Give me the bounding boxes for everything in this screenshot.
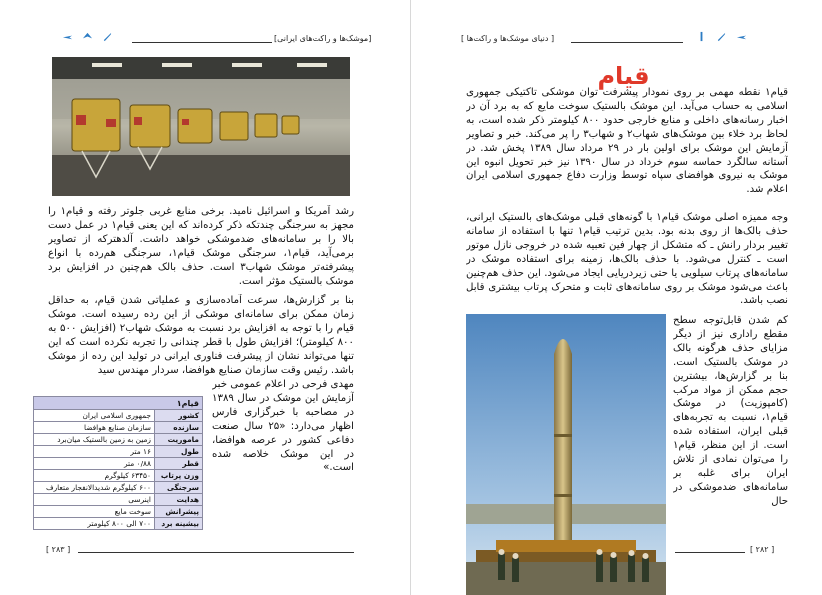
spec-key: سرجنگی [155,482,203,494]
missile-icon [696,31,707,42]
spec-row [34,422,203,434]
header-emblems [62,31,113,42]
spec-row [34,506,203,518]
spec-value: اینرسی [34,494,155,506]
spec-row [34,482,203,494]
spec-value: ۷۰۰ الی ۸۰۰ کیلومتر [34,518,155,530]
spec-row [34,410,203,422]
spec-key: بیشینه برد [155,518,203,530]
article-title: قیام [597,62,650,90]
right-paragraph-1: قیام۱ نقطه مهمی بر روی نمودار پیشرفت توان موشکی تاکتیکی جمهوری اسلامی به حساب می‌آید. این موشک بالستیک سوخت مایع که به برد آن در اخبار رسانه‌های داخلی و منابع خارجی حدود ۸۰۰ کیلومتر ذکر شده است، به لحاظ برد خلاء بین موشک‌های شهاب۲ و شهاب۳ را پر می‌کند. خبر و تصاویر آزمایش این موشک برای اولین بار در ۲۹ مرداد سال ۱۳۸۹ پخش شد. در آستانه سالگرد حماسه سوم خرداد در سال ۱۳۹۰ نیز خبر تحویل انبوه این موشک به نیروی هوافضای سپاه توسط وزارت دفاع جمهوری اسلامی ایران اعلام شد. [466,87,788,196]
jet-icon [62,31,73,42]
spec-key: پیشرانش [155,506,203,518]
left-paragraph-1: رشد آمریکا و اسرائیل نامید. برخی منابع غربی جلوتر رفته و قیام۱ را مجهز به سرجنگی چندتکه ذکر کرده‌اند که این یعنی قیام۱ در عمل دست بالا را بر سامانه‌های ضدموشکی خواهد داشت. آلدهترکه از تصاویر برمی‌آید، قیام۱، سرجنگی موشک قیام۱، سرجنگی هم‌رده با انواع پیشرفته‌تر موشک شهاب۳ است. حذف بالک هم‌چنین در افزایش برد موشک بالستیک مؤثر است. [48,206,354,287]
spec-row [34,434,203,446]
spec-table-header [34,397,203,410]
left-paragraph-3: مهدی فرحی در اعلام عمومی خبر آزمایش این موشک در سال ۱۳۸۹ در مصاحبه با خبرگزاری فارس اظهار می‌دارد: «۲۵ سال صنعت دفاعی کشور در عرصه هوافضا، در این موشک خلاصه شده است.» [212,379,354,474]
page-number: [ ۲۸۲ ] [750,545,775,554]
spec-row [34,494,203,506]
spec-row [34,470,203,482]
spec-key: هدایت [155,494,203,506]
header-rule [132,42,272,43]
right-page [411,0,822,595]
header-title: [ دنیای موشک‌ها و راکت‌ها ] [461,33,555,43]
right-paragraph-2: وجه ممیزه اصلی موشک قیام۱ با گونه‌های قبلی موشک‌های بالستیک ایرانی، حذف بالک‌ها از روی بدنه بود. بدین ترتیب قیام۱ تنها با استفاده از سامانه تغییر بردار رانش ـ که متشکل از چهار فین تعبیه شده در خروجی نازل موتور است ـ کنترل می‌شود. با حذف بالک‌ها، زمینه برای استفاده موشک در سامانه‌های پرتاب سیلویی یا حتی زیردریایی ایجاد می‌شود. این حذف هم‌چنین باعث می‌شود موشک بر روی سامانه‌های ثابت و متحرک پرتاب بیشتری قابل نصب باشد. [466,212,788,307]
right-paragraph-3: کم شدن قابل‌توجه سطح مقطع راداری نیز از دیگر مزایای حذف هرگونه بالک در موشک بالستیک است. بنا بر گزارش‌ها، بیشترین حجم ممکن از مواد مرکب (کامپوزیت) در موشک قیام۱، نسبت به تجربه‌های قبلی ایران، استفاده شده است. از این منظر، قیام۱ را می‌توان نمادی از تلاش ایران برای غلبه بر سامانه‌های ضدموشکی در حال [673,315,788,507]
spec-value: سوخت مایع [34,506,155,518]
spec-value: زمین به زمین بالستیک میان‌برد [34,434,155,446]
spec-key: وزن پرتاب [155,470,203,482]
left-paragraph-2: بنا بر گزارش‌ها، سرعت آماده‌سازی و عملیاتی شدن قیام، به حداقل زمان ممکن برای سامانه‌ای موشکی از این رده رسیده است. موشک قیام را با توجه به افزایش برد نسبت به موشک شهاب۲ (افزایش ۵۰۰ به ۸۰۰ کیلومتر)؛ افزایش طول با قطر چندانی را تجربه نکرده است که این تنها می‌تواند نشان از پیشرفت فناوری ایرانی در تولید این رده از موشک باشد. رئیس وقت سازمان صنایع هوافضا، سردار مهندس سید [48,295,354,376]
spec-row [34,446,203,458]
spec-key: کشور [155,410,203,422]
spec-value: ۰/۸۸ متر [34,458,155,470]
spec-table-title: قیام۱ [34,397,203,410]
spec-value: سازمان صنایع هوافضا [34,422,155,434]
header-rule [571,42,683,43]
spec-value: ۶۰۰ کیلوگرم شدیدالانفجار متعارف [34,482,155,494]
jet-icon [736,31,747,42]
spec-key: سازنده [155,422,203,434]
missile-photo [466,314,666,595]
footer-rule [675,552,745,553]
header-title: [موشک‌ها و راکت‌های ایرانی] [274,33,372,43]
spec-table [33,396,203,530]
spec-row [34,458,203,470]
spec-key: قطر [155,458,203,470]
rocket-icon [716,31,727,42]
page-number: [ ۲۸۳ ] [46,545,71,554]
spec-row [34,518,203,530]
page-header [274,28,371,48]
spec-key: طول [155,446,203,458]
spec-value: ۱۶ متر [34,446,155,458]
missile-icon [102,31,113,42]
spec-value: ۶۳۴۵۰ کیلوگرم [34,470,155,482]
footer-rule [78,552,354,553]
warheads-photo [52,57,350,196]
spec-key: ماموریت [155,434,203,446]
spec-value: جمهوری اسلامی ایران [34,410,155,422]
header-emblems [696,31,747,42]
fighter-icon [82,31,93,42]
page-header [461,28,554,48]
